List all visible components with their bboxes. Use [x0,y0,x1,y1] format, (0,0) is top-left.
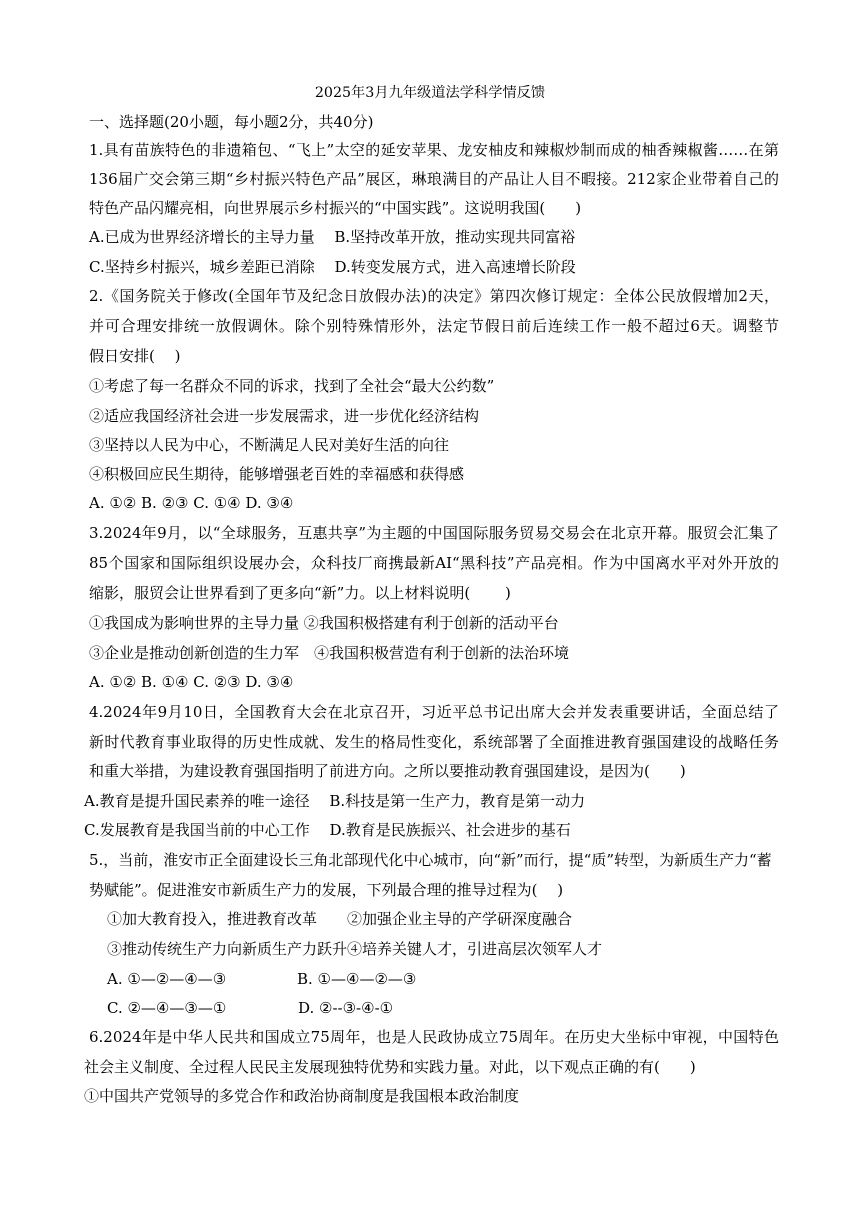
q2-item-1: ①考虑了每一名群众不同的诉求，找到了全社会“最大公约数” [89,377,495,395]
q5-option-a: A. ①—②—④—③ [107,970,227,988]
q3-stem-line-1: 3.2024年9月，以“全球服务，互惠共享”为主题的中国国际服务贸易交易会在北京开幕。服贸会汇集了 [89,524,779,542]
q4-stem-line-1: 4.2024年9月10日，全国教育大会在北京召开，习近平总书记出席大会并发表重要讲话，全面总结了 [89,703,779,721]
q6-item-1: ①中国共产党领导的多党合作和政治协商制度是我国根本政治制度 [84,1087,520,1105]
q4-options-ab: A.教育是提升国民素养的唯一途径 B.科技是第一生产力，教育是第一动力 [84,792,586,810]
q2-item-4: ④积极回应民生期待，能够增强老百姓的幸福感和获得感 [89,465,465,483]
q1-stem-line-1: 1.具有苗族特色的非遗箱包、“飞上”太空的延安苹果、龙安柚皮和辣椒炒制而成的柚香辣椒酱……在第 [89,141,779,159]
q6-stem-line-2: 社会主义制度、全过程人民民主发展现独特优势和实践力量。对此，以下观点正确的有( ) [84,1058,696,1076]
q1-options-cd: C.坚持乡村振兴，城乡差距已消除 D.转变发展方式，进入高速增长阶段 [89,258,576,276]
q4-stem-line-3: 和重大举措，为建设教育强国指明了前进方向。之所以要推动教育强国建设，是因为( ) [89,762,686,780]
q5-stem-line-1: 5.，当前，淮安市正全面建设长三角北部现代化中心城市，向“新”而行，提“质”转型，为新质生产力“蓄 [89,851,772,869]
q2-stem-line-1: 2.《国务院关于修改(全国年节及纪念日放假办法)的决定》第四次修订规定：全体公民放假增加2天， [89,287,779,305]
q1-stem-line-3: 特色产品闪耀亮相，向世界展示乡村振兴的“中国实践”。这说明我国( ) [89,199,582,217]
q3-item-12: ①我国成为影响世界的主导力量 ②我国积极搭建有利于创新的活动平台 [89,614,559,632]
page-title: 2025年3月九年级道法学科学情反馈 [314,85,546,101]
q4-options-cd: C.发展教育是我国当前的中心工作 D.教育是民族振兴、社会进步的基石 [84,821,571,839]
q2-options: A. ①② B. ②③ C. ①④ D. ③④ [89,494,294,512]
q2-stem-line-3: 假日安排( ) [89,347,181,365]
q3-options: A. ①② B. ①④ C. ②③ D. ③④ [89,673,294,691]
section-heading: 一、选择题(20小题，每小题2分，共40分) [89,113,374,131]
q5-option-d: D. ②--③-④-① [298,999,394,1017]
q3-stem-line-3: 缩影，服贸会让世界看到了更多向“新”力。以上材料说明( ) [89,584,511,602]
q5-item-34: ③推动传统生产力向新质生产力跃升④培养关键人才，引进高层次领军人才 [107,940,603,958]
q5-option-c: C. ②—④—③—① [107,999,227,1017]
q5-option-b: B. ①—④—②—③ [297,970,417,988]
q2-item-2: ②适应我国经济社会进一步发展需求，进一步优化经济结构 [89,407,480,425]
q1-options-ab: A.已成为世界经济增长的主导力量 B.坚持改革开放，推动实现共同富裕 [89,228,576,246]
q2-item-3: ③坚持以人民为中心，不断满足人民对美好生活的向往 [89,436,450,454]
q3-stem-line-2: 85个国家和国际组织设展办会，众科技厂商携最新AI“黑科技”产品亮相。作为中国离水平对外开放的 [89,554,779,572]
q5-stem-line-2: 势赋能”。促进淮安市新质生产力的发展，下列最合理的推导过程为( ) [89,881,564,899]
q4-stem-line-2: 新时代教育事业取得的历史性成就、发生的格局性变化，系统部署了全面推进教育强国建设的战略任务 [89,733,779,751]
q1-stem-line-2: 136届广交会第三期“乡村振兴特色产品”展区，琳琅满目的产品让人目不暇接。212家企业带着自己的 [89,170,779,188]
q5-item-12: ①加大教育投入，推进教育改革 ②加强企业主导的产学研深度融合 [107,910,573,928]
q3-item-34: ③企业是推动创新创造的生力军 ④我国积极营造有利于创新的法治环境 [89,644,570,662]
q2-stem-line-2: 并可合理安排统一放假调休。除个别特殊情形外，法定节假日前后连续工作一般不超过6天。调整节 [89,317,779,335]
q6-stem-line-1: 6.2024年是中华人民共和国成立75周年，也是人民政协成立75周年。在历史大坐标中审视，中国特色 [89,1028,779,1046]
